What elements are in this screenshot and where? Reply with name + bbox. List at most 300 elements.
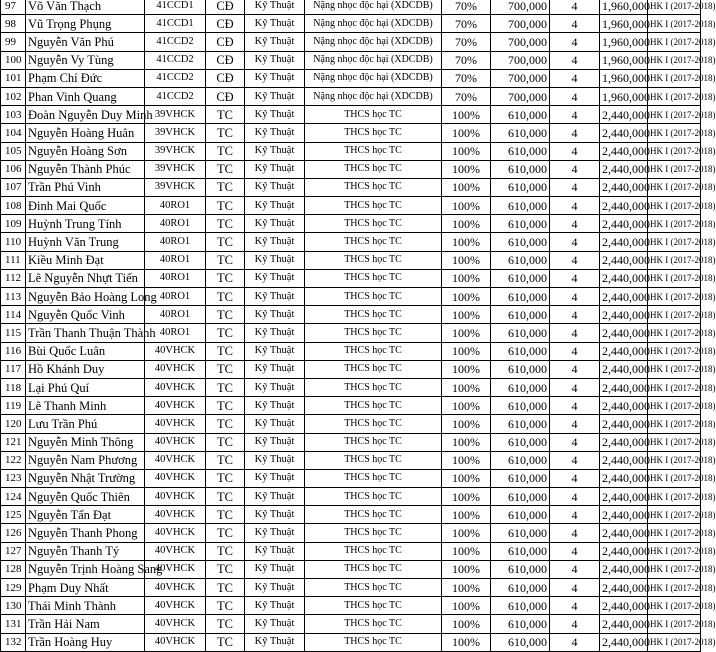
row-number-cell: 117 <box>1 360 26 378</box>
class-code-cell: 40VHCK <box>145 397 206 415</box>
total-amount-cell: 2,440,000 <box>600 397 648 415</box>
row-number-cell: 116 <box>1 342 26 360</box>
months-cell: 4 <box>550 233 600 251</box>
semester-cell: HK I (2017-2018) <box>648 15 701 33</box>
table-row <box>1 215 701 233</box>
class-code-cell: 41CCD2 <box>145 51 206 69</box>
table-row <box>1 87 701 105</box>
student-name-cell: Lại Phú Quí <box>26 378 145 396</box>
category-cell: THCS học TC <box>305 378 442 396</box>
level-cell: TC <box>206 378 245 396</box>
row-number-cell: 118 <box>1 378 26 396</box>
semester-cell: HK I (2017-2018) <box>648 233 701 251</box>
level-cell: TC <box>206 233 245 251</box>
monthly-amount-cell: 610,000 <box>491 415 550 433</box>
student-name-cell: Trần Hoàng Huy <box>26 633 145 651</box>
total-amount-cell: 2,440,000 <box>600 542 648 560</box>
months-cell: 4 <box>550 324 600 342</box>
semester-cell: HK I (2017-2018) <box>648 33 701 51</box>
table-row <box>1 160 701 178</box>
monthly-amount-cell: 610,000 <box>491 124 550 142</box>
semester-cell: HK I (2017-2018) <box>648 160 701 178</box>
row-number-cell: 130 <box>1 597 26 615</box>
months-cell: 4 <box>550 33 600 51</box>
monthly-amount-cell: 610,000 <box>491 360 550 378</box>
category-cell: Nặng nhọc độc hại (XDCDB) <box>305 0 442 15</box>
monthly-amount-cell: 610,000 <box>491 560 550 578</box>
months-cell: 4 <box>550 615 600 633</box>
monthly-amount-cell: 610,000 <box>491 451 550 469</box>
percent-cell: 100% <box>442 142 491 160</box>
class-code-cell: 40VHCK <box>145 615 206 633</box>
level-cell: TC <box>206 633 245 651</box>
table-row <box>1 124 701 142</box>
total-amount-cell: 2,440,000 <box>600 597 648 615</box>
field-cell: Kỹ Thuật <box>245 360 305 378</box>
monthly-amount-cell: 610,000 <box>491 597 550 615</box>
row-number-cell: 131 <box>1 615 26 633</box>
months-cell: 4 <box>550 488 600 506</box>
row-number-cell: 101 <box>1 69 26 87</box>
total-amount-cell: 2,440,000 <box>600 233 648 251</box>
level-cell: TC <box>206 506 245 524</box>
total-amount-cell: 2,440,000 <box>600 633 648 651</box>
percent-cell: 70% <box>442 51 491 69</box>
category-cell: Nặng nhọc độc hại (XDCDB) <box>305 15 442 33</box>
percent-cell: 100% <box>442 124 491 142</box>
class-code-cell: 41CCD1 <box>145 15 206 33</box>
student-name-cell: Kiều Minh Đạt <box>26 251 145 269</box>
percent-cell: 100% <box>442 433 491 451</box>
student-name-cell: Huỳnh Văn Trung <box>26 233 145 251</box>
percent-cell: 100% <box>442 469 491 487</box>
field-cell: Kỹ Thuật <box>245 142 305 160</box>
months-cell: 4 <box>550 251 600 269</box>
level-cell: TC <box>206 288 245 306</box>
level-cell: TC <box>206 524 245 542</box>
semester-cell: HK I (2017-2018) <box>648 51 701 69</box>
percent-cell: 100% <box>442 397 491 415</box>
row-number-cell: 129 <box>1 579 26 597</box>
months-cell: 4 <box>550 106 600 124</box>
level-cell: CĐ <box>206 51 245 69</box>
category-cell: THCS học TC <box>305 506 442 524</box>
months-cell: 4 <box>550 560 600 578</box>
table-row <box>1 378 701 396</box>
class-code-cell: 40VHCK <box>145 360 206 378</box>
category-cell: THCS học TC <box>305 469 442 487</box>
monthly-amount-cell: 610,000 <box>491 197 550 215</box>
table-row <box>1 51 701 69</box>
semester-cell: HK I (2017-2018) <box>648 433 701 451</box>
total-amount-cell: 1,960,000 <box>600 33 648 51</box>
total-amount-cell: 2,440,000 <box>600 615 648 633</box>
level-cell: TC <box>206 542 245 560</box>
category-cell: THCS học TC <box>305 197 442 215</box>
percent-cell: 70% <box>442 0 491 15</box>
row-number-cell: 97 <box>1 0 26 15</box>
months-cell: 4 <box>550 0 600 15</box>
level-cell: TC <box>206 433 245 451</box>
table-row <box>1 469 701 487</box>
row-number-cell: 123 <box>1 469 26 487</box>
semester-cell: HK I (2017-2018) <box>648 0 701 15</box>
row-number-cell: 121 <box>1 433 26 451</box>
months-cell: 4 <box>550 215 600 233</box>
row-number-cell: 100 <box>1 51 26 69</box>
field-cell: Kỹ Thuật <box>245 197 305 215</box>
level-cell: TC <box>206 451 245 469</box>
level-cell: TC <box>206 560 245 578</box>
months-cell: 4 <box>550 451 600 469</box>
percent-cell: 100% <box>442 488 491 506</box>
class-code-cell: 40RO1 <box>145 269 206 287</box>
table-row <box>1 597 701 615</box>
table-row <box>1 506 701 524</box>
category-cell: THCS học TC <box>305 397 442 415</box>
semester-cell: HK I (2017-2018) <box>648 288 701 306</box>
semester-cell: HK I (2017-2018) <box>648 269 701 287</box>
semester-cell: HK I (2017-2018) <box>648 215 701 233</box>
row-number-cell: 103 <box>1 106 26 124</box>
percent-cell: 70% <box>442 87 491 105</box>
percent-cell: 100% <box>442 269 491 287</box>
field-cell: Kỹ Thuật <box>245 615 305 633</box>
table-row <box>1 142 701 160</box>
row-number-cell: 128 <box>1 560 26 578</box>
field-cell: Kỹ Thuật <box>245 251 305 269</box>
category-cell: THCS học TC <box>305 342 442 360</box>
table-row <box>1 178 701 196</box>
semester-cell: HK I (2017-2018) <box>648 615 701 633</box>
percent-cell: 100% <box>442 197 491 215</box>
level-cell: CĐ <box>206 0 245 15</box>
category-cell: THCS học TC <box>305 233 442 251</box>
months-cell: 4 <box>550 506 600 524</box>
student-name-cell: Nguyễn Quốc Thiên <box>26 488 145 506</box>
monthly-amount-cell: 610,000 <box>491 324 550 342</box>
row-number-cell: 114 <box>1 306 26 324</box>
total-amount-cell: 2,440,000 <box>600 251 648 269</box>
student-name-cell: Đoàn Nguyễn Duy Minh <box>26 106 145 124</box>
class-code-cell: 41CCD2 <box>145 69 206 87</box>
semester-cell: HK I (2017-2018) <box>648 524 701 542</box>
months-cell: 4 <box>550 178 600 196</box>
months-cell: 4 <box>550 378 600 396</box>
monthly-amount-cell: 610,000 <box>491 142 550 160</box>
field-cell: Kỹ Thuật <box>245 560 305 578</box>
student-name-cell: Lê Nguyễn Nhựt Tiến <box>26 269 145 287</box>
row-number-cell: 105 <box>1 142 26 160</box>
percent-cell: 100% <box>442 251 491 269</box>
semester-cell: HK I (2017-2018) <box>648 397 701 415</box>
row-number-cell: 106 <box>1 160 26 178</box>
category-cell: Nặng nhọc độc hại (XDCDB) <box>305 33 442 51</box>
months-cell: 4 <box>550 142 600 160</box>
level-cell: TC <box>206 269 245 287</box>
monthly-amount-cell: 700,000 <box>491 87 550 105</box>
total-amount-cell: 2,440,000 <box>600 178 648 196</box>
table-row <box>1 106 701 124</box>
percent-cell: 70% <box>442 15 491 33</box>
semester-cell: HK I (2017-2018) <box>648 633 701 651</box>
monthly-amount-cell: 610,000 <box>491 178 550 196</box>
monthly-amount-cell: 610,000 <box>491 160 550 178</box>
total-amount-cell: 2,440,000 <box>600 142 648 160</box>
table-row <box>1 15 701 33</box>
field-cell: Kỹ Thuật <box>245 160 305 178</box>
months-cell: 4 <box>550 542 600 560</box>
table-row <box>1 560 701 578</box>
row-number-cell: 102 <box>1 87 26 105</box>
table-row <box>1 251 701 269</box>
student-name-cell: Lê Thanh Minh <box>26 397 145 415</box>
field-cell: Kỹ Thuật <box>245 306 305 324</box>
total-amount-cell: 2,440,000 <box>600 488 648 506</box>
total-amount-cell: 2,440,000 <box>600 124 648 142</box>
category-cell: THCS học TC <box>305 433 442 451</box>
monthly-amount-cell: 610,000 <box>491 397 550 415</box>
percent-cell: 100% <box>442 288 491 306</box>
total-amount-cell: 2,440,000 <box>600 288 648 306</box>
field-cell: Kỹ Thuật <box>245 579 305 597</box>
monthly-amount-cell: 610,000 <box>491 269 550 287</box>
percent-cell: 100% <box>442 360 491 378</box>
percent-cell: 100% <box>442 506 491 524</box>
months-cell: 4 <box>550 269 600 287</box>
level-cell: TC <box>206 160 245 178</box>
student-name-cell: Trần Phú Vinh <box>26 178 145 196</box>
category-cell: THCS học TC <box>305 306 442 324</box>
field-cell: Kỹ Thuật <box>245 215 305 233</box>
field-cell: Kỹ Thuật <box>245 451 305 469</box>
student-name-cell: Phạm Chí Đức <box>26 69 145 87</box>
class-code-cell: 41CCD2 <box>145 33 206 51</box>
percent-cell: 100% <box>442 106 491 124</box>
class-code-cell: 40VHCK <box>145 633 206 651</box>
field-cell: Kỹ Thuật <box>245 0 305 15</box>
table-row <box>1 324 701 342</box>
total-amount-cell: 2,440,000 <box>600 506 648 524</box>
total-amount-cell: 2,440,000 <box>600 306 648 324</box>
row-number-cell: 124 <box>1 488 26 506</box>
semester-cell: HK I (2017-2018) <box>648 324 701 342</box>
class-code-cell: 39VHCK <box>145 178 206 196</box>
table-row <box>1 0 701 15</box>
student-name-cell: Nguyễn Minh Thông <box>26 433 145 451</box>
category-cell: THCS học TC <box>305 415 442 433</box>
months-cell: 4 <box>550 160 600 178</box>
monthly-amount-cell: 610,000 <box>491 433 550 451</box>
monthly-amount-cell: 610,000 <box>491 106 550 124</box>
percent-cell: 100% <box>442 306 491 324</box>
months-cell: 4 <box>550 342 600 360</box>
monthly-amount-cell: 610,000 <box>491 542 550 560</box>
student-name-cell: Nguyễn Tấn Đạt <box>26 506 145 524</box>
monthly-amount-cell: 610,000 <box>491 524 550 542</box>
student-name-cell: Nguyễn Quốc Vinh <box>26 306 145 324</box>
percent-cell: 100% <box>442 342 491 360</box>
level-cell: TC <box>206 342 245 360</box>
field-cell: Kỹ Thuật <box>245 233 305 251</box>
level-cell: TC <box>206 597 245 615</box>
level-cell: TC <box>206 324 245 342</box>
field-cell: Kỹ Thuật <box>245 51 305 69</box>
table-row <box>1 579 701 597</box>
total-amount-cell: 2,440,000 <box>600 433 648 451</box>
field-cell: Kỹ Thuật <box>245 106 305 124</box>
months-cell: 4 <box>550 633 600 651</box>
category-cell: THCS học TC <box>305 451 442 469</box>
total-amount-cell: 2,440,000 <box>600 415 648 433</box>
category-cell: THCS học TC <box>305 178 442 196</box>
class-code-cell: 40VHCK <box>145 378 206 396</box>
total-amount-cell: 2,440,000 <box>600 451 648 469</box>
student-name-cell: Nguyễn Hoàng Huân <box>26 124 145 142</box>
row-number-cell: 132 <box>1 633 26 651</box>
table-row <box>1 433 701 451</box>
level-cell: TC <box>206 488 245 506</box>
total-amount-cell: 2,440,000 <box>600 342 648 360</box>
percent-cell: 100% <box>442 633 491 651</box>
percent-cell: 100% <box>442 542 491 560</box>
total-amount-cell: 2,440,000 <box>600 269 648 287</box>
semester-cell: HK I (2017-2018) <box>648 451 701 469</box>
class-code-cell: 39VHCK <box>145 142 206 160</box>
months-cell: 4 <box>550 51 600 69</box>
semester-cell: HK I (2017-2018) <box>648 178 701 196</box>
table-row <box>1 360 701 378</box>
student-name-cell: Nguyễn Nhật Trường <box>26 469 145 487</box>
level-cell: TC <box>206 197 245 215</box>
student-name-cell: Nguyễn Nam Phương <box>26 451 145 469</box>
percent-cell: 100% <box>442 579 491 597</box>
table-row <box>1 451 701 469</box>
row-number-cell: 104 <box>1 124 26 142</box>
total-amount-cell: 2,440,000 <box>600 560 648 578</box>
total-amount-cell: 2,440,000 <box>600 360 648 378</box>
semester-cell: HK I (2017-2018) <box>648 506 701 524</box>
field-cell: Kỹ Thuật <box>245 397 305 415</box>
student-name-cell: Nguyễn Thành Phúc <box>26 160 145 178</box>
monthly-amount-cell: 700,000 <box>491 33 550 51</box>
semester-cell: HK I (2017-2018) <box>648 142 701 160</box>
category-cell: THCS học TC <box>305 269 442 287</box>
category-cell: THCS học TC <box>305 360 442 378</box>
months-cell: 4 <box>550 597 600 615</box>
student-name-cell: Lưu Trần Phú <box>26 415 145 433</box>
months-cell: 4 <box>550 197 600 215</box>
category-cell: THCS học TC <box>305 579 442 597</box>
months-cell: 4 <box>550 124 600 142</box>
monthly-amount-cell: 610,000 <box>491 506 550 524</box>
row-number-cell: 108 <box>1 197 26 215</box>
class-code-cell: 40VHCK <box>145 451 206 469</box>
student-name-cell: Nguyễn Hoàng Sơn <box>26 142 145 160</box>
level-cell: TC <box>206 142 245 160</box>
months-cell: 4 <box>550 87 600 105</box>
category-cell: THCS học TC <box>305 524 442 542</box>
row-number-cell: 119 <box>1 397 26 415</box>
student-name-cell: Huỳnh Trung Tính <box>26 215 145 233</box>
table-body <box>1 0 716 651</box>
category-cell: THCS học TC <box>305 615 442 633</box>
class-code-cell: 40RO1 <box>145 251 206 269</box>
class-code-cell: 40VHCK <box>145 579 206 597</box>
row-number-cell: 115 <box>1 324 26 342</box>
student-name-cell: Nguyễn Thanh Phong <box>26 524 145 542</box>
field-cell: Kỹ Thuật <box>245 324 305 342</box>
class-code-cell: 40RO1 <box>145 288 206 306</box>
semester-cell: HK I (2017-2018) <box>648 69 701 87</box>
table-row <box>1 288 701 306</box>
months-cell: 4 <box>550 360 600 378</box>
table-row <box>1 342 701 360</box>
row-number-cell: 109 <box>1 215 26 233</box>
semester-cell: HK I (2017-2018) <box>648 597 701 615</box>
percent-cell: 100% <box>442 324 491 342</box>
months-cell: 4 <box>550 433 600 451</box>
level-cell: TC <box>206 397 245 415</box>
semester-cell: HK I (2017-2018) <box>648 542 701 560</box>
class-code-cell: 40VHCK <box>145 415 206 433</box>
category-cell: THCS học TC <box>305 160 442 178</box>
table-row <box>1 524 701 542</box>
class-code-cell: 39VHCK <box>145 160 206 178</box>
table-row <box>1 197 701 215</box>
months-cell: 4 <box>550 306 600 324</box>
category-cell: THCS học TC <box>305 488 442 506</box>
student-name-cell: Đinh Mai Quốc <box>26 197 145 215</box>
student-name-cell: Nguyễn Thanh Tý <box>26 542 145 560</box>
level-cell: CĐ <box>206 15 245 33</box>
total-amount-cell: 1,960,000 <box>600 69 648 87</box>
percent-cell: 100% <box>442 160 491 178</box>
class-code-cell: 40VHCK <box>145 469 206 487</box>
student-name-cell: Nguyễn Trịnh Hoàng Sang <box>26 560 145 578</box>
class-code-cell: 40VHCK <box>145 506 206 524</box>
total-amount-cell: 2,440,000 <box>600 215 648 233</box>
field-cell: Kỹ Thuật <box>245 633 305 651</box>
student-name-cell: Trần Hải Nam <box>26 615 145 633</box>
table-row <box>1 415 701 433</box>
total-amount-cell: 2,440,000 <box>600 160 648 178</box>
percent-cell: 100% <box>442 233 491 251</box>
months-cell: 4 <box>550 397 600 415</box>
table-row <box>1 33 701 51</box>
semester-cell: HK I (2017-2018) <box>648 306 701 324</box>
class-code-cell: 39VHCK <box>145 106 206 124</box>
level-cell: TC <box>206 615 245 633</box>
percent-cell: 100% <box>442 415 491 433</box>
monthly-amount-cell: 610,000 <box>491 288 550 306</box>
semester-cell: HK I (2017-2018) <box>648 488 701 506</box>
total-amount-cell: 2,440,000 <box>600 469 648 487</box>
field-cell: Kỹ Thuật <box>245 524 305 542</box>
semester-cell: HK I (2017-2018) <box>648 197 701 215</box>
student-name-cell: Phạm Duy Nhất <box>26 579 145 597</box>
monthly-amount-cell: 610,000 <box>491 469 550 487</box>
class-code-cell: 40RO1 <box>145 324 206 342</box>
category-cell: THCS học TC <box>305 124 442 142</box>
monthly-amount-cell: 610,000 <box>491 342 550 360</box>
monthly-amount-cell: 610,000 <box>491 251 550 269</box>
semester-cell: HK I (2017-2018) <box>648 124 701 142</box>
class-code-cell: 40VHCK <box>145 433 206 451</box>
level-cell: TC <box>206 469 245 487</box>
class-code-cell: 40VHCK <box>145 560 206 578</box>
field-cell: Kỹ Thuật <box>245 124 305 142</box>
